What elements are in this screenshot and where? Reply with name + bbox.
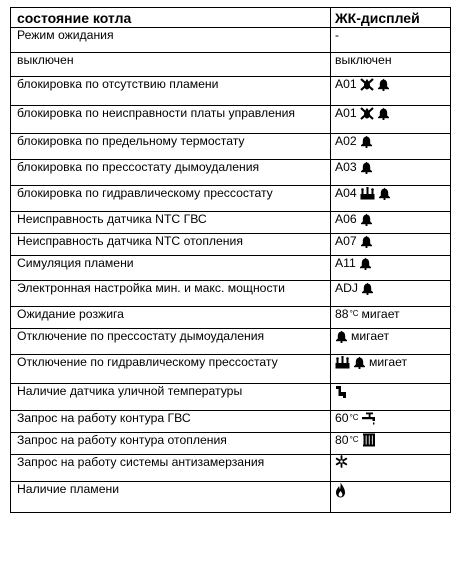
boiler-status-table (10, 7, 451, 513)
display-cell (331, 186, 451, 212)
display-code: - (335, 28, 340, 42)
state-label: Запрос на работу контура отопления (17, 433, 227, 447)
display-content (335, 53, 392, 67)
display-content (335, 355, 407, 369)
display-content (335, 106, 390, 120)
display-content (335, 28, 339, 42)
display-content (335, 281, 374, 295)
display-content: 80 °C (335, 433, 376, 447)
outdoor-sensor-icon (335, 384, 347, 398)
state-cell (11, 256, 331, 281)
display-cell (331, 482, 451, 513)
display-content (335, 212, 373, 226)
bell-icon (377, 78, 390, 91)
display-cell (331, 281, 451, 307)
state-cell (11, 329, 331, 355)
display-code: 88 (335, 307, 349, 321)
display-code: 80 (335, 433, 349, 447)
header-display: ЖК-дисплей (331, 8, 451, 28)
bell-icon (360, 135, 373, 148)
state-cell (11, 355, 331, 384)
header-state: состояние котла (11, 8, 331, 28)
bell-icon (360, 213, 373, 226)
table-row (11, 53, 451, 77)
display-code: A06 (335, 212, 357, 226)
no-flame-icon (360, 107, 374, 120)
display-content (335, 329, 389, 343)
table-row (11, 186, 451, 212)
table-header-row (11, 8, 451, 28)
display-cell (331, 77, 451, 106)
state-cell (11, 307, 331, 329)
display-content (335, 482, 346, 498)
display-code: A01 (335, 77, 357, 91)
display-cell (331, 411, 451, 433)
display-content: 60 °C (335, 411, 376, 425)
display-cell (331, 234, 451, 256)
display-cell (331, 256, 451, 281)
display-cell (331, 134, 451, 160)
state-label: выключен (17, 53, 74, 67)
display-code: выключен (335, 53, 392, 67)
display-cell (331, 28, 451, 53)
state-label: Неисправность датчика NTC отопления (17, 234, 243, 248)
state-cell (11, 212, 331, 234)
state-cell (11, 160, 331, 186)
table-row (11, 234, 451, 256)
snowflake-icon (335, 455, 348, 468)
state-cell (11, 384, 331, 411)
bell-icon (359, 257, 372, 270)
state-cell (11, 433, 331, 455)
table-row (11, 256, 451, 281)
display-content (335, 134, 373, 148)
state-cell (11, 455, 331, 482)
bell-icon (335, 330, 348, 343)
display-code: A03 (335, 160, 357, 174)
display-code: A02 (335, 134, 357, 148)
state-label: Наличие датчика уличной температуры (17, 384, 243, 398)
state-cell (11, 77, 331, 106)
bell-icon (360, 235, 373, 248)
table-row (11, 482, 451, 513)
state-label: Запрос на работу системы антизамерзания (17, 455, 265, 469)
display-content: 88 °C мигает (335, 307, 400, 321)
state-label: Режим ожидания (17, 28, 114, 42)
state-label: Электронная настройка мин. и макс. мощности (17, 281, 285, 295)
state-cell (11, 411, 331, 433)
display-cell (331, 384, 451, 411)
table-row (11, 355, 451, 384)
state-label: блокировка по прессостату дымоудаления (17, 160, 260, 174)
state-label: блокировка по неисправности платы управления (17, 106, 295, 120)
table-body (11, 8, 451, 513)
display-cell (331, 355, 451, 384)
table-row (11, 160, 451, 186)
state-cell (11, 186, 331, 212)
display-cell (331, 212, 451, 234)
display-content (335, 455, 348, 468)
table-row (11, 411, 451, 433)
display-cell (331, 455, 451, 482)
display-content (335, 186, 391, 200)
no-flame-icon (360, 78, 374, 91)
table-row (11, 455, 451, 482)
blink-label: мигает (361, 307, 400, 321)
display-content (335, 77, 390, 91)
display-content (335, 160, 373, 174)
table-row (11, 329, 451, 355)
water-pressure-icon (360, 187, 375, 200)
display-cell (331, 106, 451, 134)
display-code: A11 (335, 256, 356, 270)
display-cell (331, 329, 451, 355)
table-row (11, 212, 451, 234)
state-cell (11, 482, 331, 513)
state-label: блокировка по гидравлическому прессостату (17, 186, 273, 200)
state-label: Отключение по прессостату дымоудаления (17, 329, 265, 343)
display-content (335, 256, 372, 270)
bell-icon (353, 356, 366, 369)
blink-label: мигает (369, 355, 408, 369)
state-label: блокировка по отсутствию пламени (17, 77, 219, 91)
state-label: блокировка по предельному термостату (17, 134, 245, 148)
table-row (11, 307, 451, 329)
state-cell (11, 134, 331, 160)
state-cell (11, 28, 331, 53)
display-content (335, 234, 373, 248)
bell-icon (361, 282, 374, 295)
display-code: ADJ (335, 281, 359, 295)
state-label: Неисправность датчика NTC ГВС (17, 212, 207, 226)
state-cell (11, 106, 331, 134)
display-cell (331, 307, 451, 329)
table-row (11, 281, 451, 307)
table-row (11, 134, 451, 160)
water-pressure-icon (335, 356, 350, 369)
flame-icon (335, 482, 346, 498)
display-code: A07 (335, 234, 357, 248)
state-label: Симуляция пламени (17, 256, 134, 270)
state-label: Ожидание розжига (17, 307, 124, 321)
state-label: Запрос на работу контура ГВС (17, 411, 191, 425)
bell-icon (378, 187, 391, 200)
state-label: Наличие пламени (17, 482, 120, 496)
display-cell (331, 53, 451, 77)
table-row (11, 28, 451, 53)
display-cell (331, 160, 451, 186)
table-row (11, 384, 451, 411)
blink-label: мигает (351, 329, 390, 343)
display-cell (331, 433, 451, 455)
state-cell (11, 53, 331, 77)
display-code: A01 (335, 106, 357, 120)
display-content (335, 384, 347, 398)
bell-icon (377, 107, 390, 120)
display-code: 60 (335, 411, 349, 425)
state-cell (11, 281, 331, 307)
state-label: Отключение по гидравлическому прессостату (17, 355, 278, 369)
radiator-icon (362, 433, 376, 447)
display-code: A04 (335, 186, 357, 200)
table-row (11, 106, 451, 134)
bell-icon (360, 161, 373, 174)
table-row (11, 433, 451, 455)
state-cell (11, 234, 331, 256)
tap-icon (362, 412, 376, 425)
table-row (11, 77, 451, 106)
